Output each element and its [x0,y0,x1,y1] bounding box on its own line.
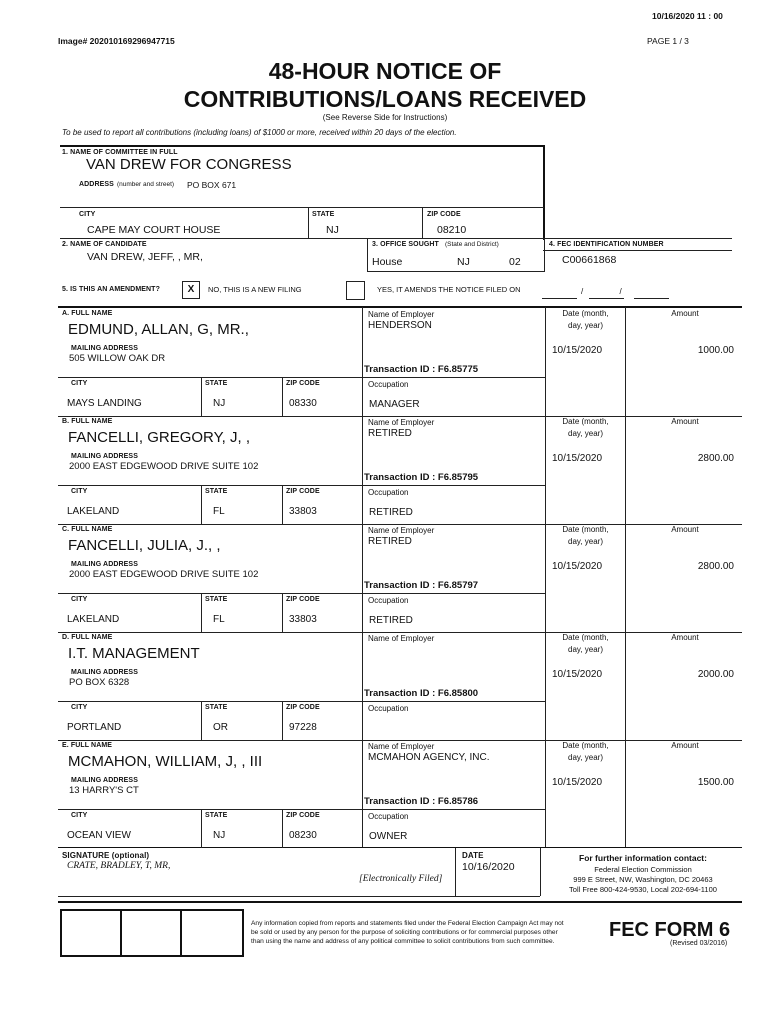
contribution-date: 10/15/2020 [552,561,603,572]
contributor-zip: 08230 [289,830,317,841]
fec-id-label: 4. FEC IDENTIFICATION NUMBER [549,241,664,248]
amount-label: Amount [671,741,699,750]
state-label: STATE [312,211,335,218]
contributor-zip: 08330 [289,398,317,409]
contributor-name: FANCELLI, GREGORY, J, , [68,429,251,446]
contribution-amount: 2800.00 [697,561,734,572]
divider [201,377,202,416]
contribution-amount: 2800.00 [697,453,734,464]
contribution-date: 10/15/2020 [552,453,603,464]
mailing-address-label: MAILING ADDRESS [71,777,138,784]
office-district: 02 [509,256,521,268]
committee-label: 1. NAME OF COMMITTEE IN FULL [62,149,178,156]
divider [58,377,362,378]
signature-name: CRATE, BRADLEY, T, MR, [67,861,171,871]
electronically-filed: [Electronically Filed] [359,874,443,884]
city-label: CITY [71,812,88,819]
office-state: NJ [457,256,470,268]
mailing-address-label: MAILING ADDRESS [71,669,138,676]
city-label: CITY [71,380,88,387]
contact-box [548,850,738,898]
full-name-label: C. FULL NAME [62,526,113,533]
divider [201,809,202,848]
divider [180,910,182,955]
divider [543,250,732,251]
full-name-label: B. FULL NAME [62,418,113,425]
contributor-zip: 33803 [289,506,317,517]
office-sought: House [372,256,403,268]
contact-line1: Federal Election Commission [594,865,692,874]
contact-heading: For further information contact: [579,853,707,863]
see-reverse: (See Reverse Side for Instructions) [322,113,448,122]
notice-line3: than using the name and address of any political committee to solicit contributions from such committee. [251,938,555,945]
contributor-address: PO BOX 6328 [69,677,130,688]
divider [542,298,577,299]
divider [625,307,626,847]
signature-label: SIGNATURE (optional) [62,851,150,860]
contributor-state: FL [213,614,225,625]
office-label: 3. OFFICE SOUGHT [372,241,439,248]
divider [58,593,362,594]
contributor-address: 505 WILLOW OAK DR [69,353,166,364]
state-label: STATE [205,596,228,603]
date-label: Date (month, [562,417,609,426]
occupation-label: Occupation [368,488,409,497]
contributor-occupation: RETIRED [369,507,413,518]
occupation-label: Occupation [368,704,409,713]
contribution-amount: 1500.00 [697,777,734,788]
section-divider [58,901,742,903]
divider [362,593,545,594]
contributor-city: PORTLAND [67,722,122,733]
contributor-city: LAKELAND [67,614,120,625]
committee-right-border [543,145,545,240]
zip-label: ZIP CODE [286,812,320,819]
divider [362,307,363,847]
contributor-zip: 97228 [289,722,317,733]
divider [58,896,540,897]
notice-line2: be sold or used by any person for the purpose of soliciting contributions or for commercial purposes other [251,929,558,936]
zip-label: ZIP CODE [286,488,320,495]
image-id: Image# 202010169296947715 [58,36,175,46]
divider [362,809,545,810]
office-use-box [60,909,244,957]
candidate-label: 2. NAME OF CANDIDATE [62,241,147,248]
full-name-label: D. FULL NAME [62,634,113,641]
contributor-state: NJ [213,398,226,409]
committee-address: PO BOX 671 [187,180,237,190]
form-title-line1: 48-HOUR NOTICE OF [268,58,502,84]
date-label-2: day, year) [568,321,603,330]
contributor-state: FL [213,506,225,517]
zip-label: ZIP CODE [286,596,320,603]
transaction-id: Transaction ID : F6.85786 [364,796,479,807]
contribution-date: 10/15/2020 [552,345,603,356]
signature-date: 10/16/2020 [462,861,515,873]
office-hint: (State and District) [445,241,499,248]
contribution-amount: 2000.00 [697,669,734,680]
city-label: CITY [71,704,88,711]
transaction-id: Transaction ID : F6.85775 [364,364,479,375]
new-filing-label: NO, THIS IS A NEW FILING [208,285,302,294]
divider [58,809,362,810]
divider [201,485,202,524]
divider [545,307,546,847]
transaction-id: Transaction ID : F6.85800 [364,688,479,699]
divider [455,848,456,896]
date-label: Date (month, [562,309,609,318]
divider [282,377,283,416]
occupation-label: Occupation [368,596,409,605]
zip-label: ZIP CODE [286,704,320,711]
date-label-2: day, year) [568,645,603,654]
transaction-id: Transaction ID : F6.85795 [364,472,479,483]
fec-id: C00661868 [562,254,617,266]
date-label: Date (month, [562,633,609,642]
divider [422,208,423,238]
table-top-border [58,306,742,308]
contributor-occupation: RETIRED [369,615,413,626]
committee-top-border [60,145,545,147]
divider [282,701,283,740]
contributor-state: NJ [213,830,226,841]
committee-name: VAN DREW FOR CONGRESS [86,156,292,173]
divider [60,207,544,208]
divider [58,701,362,702]
contributor-employer: RETIRED [368,536,412,547]
form-number: FEC FORM 6 [609,919,731,941]
divider [120,910,122,955]
date-label-2: day, year) [568,537,603,546]
contributor-employer: MCMAHON AGENCY, INC. [368,752,490,763]
timestamp: 10/16/2020 11 : 00 [652,11,723,21]
contributor-employer: HENDERSON [368,320,432,331]
contributor-name: I.T. MANAGEMENT [68,645,200,662]
city-label: CITY [79,211,96,218]
state-label: STATE [205,812,228,819]
employer-label: Name of Employer [368,742,435,751]
contributor-name: EDMUND, ALLAN, G, MR., [68,321,249,338]
occupation-label: Occupation [368,380,409,389]
divider [58,485,362,486]
table-bottom-border [58,847,742,848]
divider [282,593,283,632]
revised-date: (Revised 03/2016) [670,940,728,947]
state-label: STATE [205,704,228,711]
divider [282,809,283,848]
employer-label: Name of Employer [368,526,435,535]
date-label: Date (month, [562,741,609,750]
divider [282,485,283,524]
date-label: DATE [462,851,484,860]
amends-label: YES, IT AMENDS THE NOTICE FILED ON [377,285,521,294]
amount-label: Amount [671,633,699,642]
contributor-city: MAYS LANDING [67,398,142,409]
amount-label: Amount [671,417,699,426]
amount-label: Amount [671,309,699,318]
contributor-city: LAKELAND [67,506,120,517]
contributor-name: FANCELLI, JULIA, J., , [68,537,221,554]
city-label: CITY [71,488,88,495]
amount-label: Amount [671,525,699,534]
employer-label: Name of Employer [368,634,435,643]
contributor-employer: RETIRED [368,428,412,439]
occupation-label: Occupation [368,812,409,821]
amendment-label: 5. IS THIS AN AMENDMENT? [62,286,160,293]
contributor-city: OCEAN VIEW [67,830,131,841]
divider [362,701,545,702]
divider [362,377,545,378]
contributor-state: OR [213,722,228,733]
state-label: STATE [205,380,228,387]
contribution-date: 10/15/2020 [552,669,603,680]
employer-label: Name of Employer [368,310,435,319]
committee-zip: 08210 [437,224,467,236]
contact-line3: Toll Free 800-424-9530, Local 202-694-1100 [569,885,717,894]
contributor-occupation: OWNER [369,831,408,842]
divider [634,298,669,299]
contributor-address: 2000 EAST EDGEWOOD DRIVE SUITE 102 [69,461,259,472]
candidate-name: VAN DREW, JEFF, , MR, [87,251,203,263]
divider [201,593,202,632]
checkbox-amendment[interactable] [346,281,365,300]
contribution-date: 10/15/2020 [552,777,603,788]
state-label: STATE [205,488,228,495]
zip-label: ZIP CODE [286,380,320,387]
city-label: CITY [71,596,88,603]
notice-line1: Any information copied from reports and statements filed under the Federal Election Campaign Act may not [251,920,564,927]
full-name-label: E. FULL NAME [62,742,113,749]
instruction-text: To be used to report all contributions (including loans) of $1000 or more, received within 20 days of the election. [62,128,457,137]
contributor-address: 13 HARRY'S CT [69,785,139,796]
employer-label: Name of Employer [368,418,435,427]
mailing-address-label: MAILING ADDRESS [71,561,138,568]
committee-city: CAPE MAY COURT HOUSE [87,224,221,236]
form-title-line2: CONTRIBUTIONS/LOANS RECEIVED [183,86,587,112]
date-label-2: day, year) [568,753,603,762]
divider [540,848,541,896]
zip-label: ZIP CODE [427,211,461,218]
contact-line2: 999 E Street, NW, Washington, DC 20463 [573,875,713,884]
divider [589,298,624,299]
date-label: Date (month, [562,525,609,534]
full-name-label: A. FULL NAME [62,310,113,317]
contribution-amount: 1000.00 [697,345,734,356]
contributor-address: 2000 EAST EDGEWOOD DRIVE SUITE 102 [69,569,259,580]
checkbox-new-filing[interactable]: X [182,281,200,299]
transaction-id: Transaction ID : F6.85797 [364,580,479,591]
date-label-2: day, year) [568,429,603,438]
committee-state: NJ [326,224,339,236]
divider [201,701,202,740]
contributor-name: MCMAHON, WILLIAM, J, , III [68,753,263,770]
address-label: ADDRESS [79,181,114,188]
address-hint: (number and street) [117,181,175,188]
divider [362,485,545,486]
mailing-address-label: MAILING ADDRESS [71,345,138,352]
mailing-address-label: MAILING ADDRESS [71,453,138,460]
contributor-zip: 33803 [289,614,317,625]
divider [308,208,309,238]
page-number: PAGE 1 / 3 [647,36,689,46]
amend-date-blank: / / [581,287,622,296]
contributor-occupation: MANAGER [369,399,420,410]
